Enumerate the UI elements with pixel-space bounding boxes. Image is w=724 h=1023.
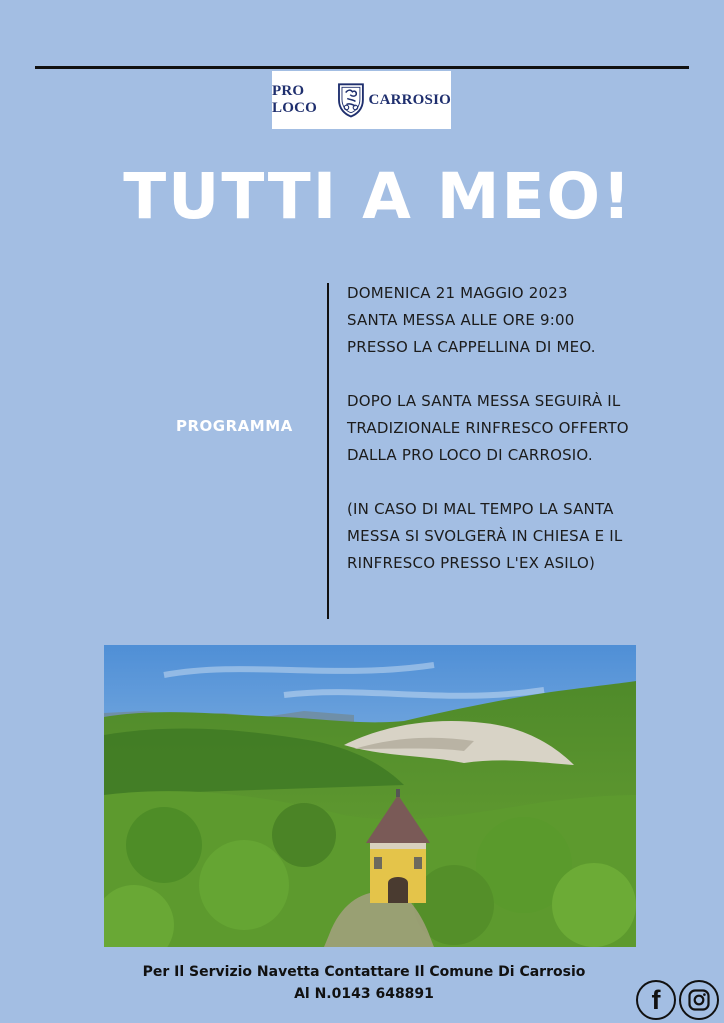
detail-line: SANTA MESSA ALLE ORE 9:00	[347, 311, 575, 329]
facebook-icon[interactable]	[636, 980, 676, 1020]
chapel-landscape-photo	[104, 645, 636, 947]
footer-line-1: Per Il Servizio Navetta Contattare Il Comune Di Carrosio	[142, 964, 586, 980]
pro-loco-logo	[272, 71, 451, 129]
detail-line: DOPO LA SANTA MESSA SEGUIRÀ IL	[347, 392, 621, 410]
instagram-icon[interactable]	[679, 980, 719, 1020]
detail-line: DALLA PRO LOCO DI CARROSIO.	[347, 446, 593, 464]
detail-line: TRADIZIONALE RINFRESCO OFFERTO	[347, 419, 629, 437]
detail-line: DOMENICA 21 MAGGIO 2023	[347, 284, 568, 302]
refreshment-block	[347, 388, 667, 469]
footer-contact	[104, 961, 624, 1005]
bad-weather-note	[347, 496, 667, 577]
event-details	[347, 280, 667, 604]
facebook-glyph: f	[651, 984, 661, 1015]
detail-line: (IN CASO DI MAL TEMPO LA SANTA	[347, 500, 614, 518]
vertical-divider	[327, 283, 329, 619]
detail-line: RINFRESCO PRESSO L'EX ASILO)	[347, 554, 596, 572]
page-title: TUTTI A MEO!	[123, 160, 633, 233]
crest-icon	[336, 76, 366, 124]
top-divider	[35, 66, 689, 69]
detail-line: MESSA SI SVOLGERÀ IN CHIESA E IL	[347, 527, 623, 545]
footer-line-2: Al N.0143 648891	[294, 986, 434, 1002]
logo-text-right: CARROSIO	[368, 91, 451, 108]
instagram-glyph	[687, 988, 711, 1012]
logo-text-left: PRO LOCO	[272, 83, 317, 116]
detail-line: PRESSO LA CAPPELLINA DI MEO.	[347, 338, 596, 356]
event-date-block	[347, 280, 667, 361]
program-label: PROGRAMMA	[176, 417, 293, 435]
